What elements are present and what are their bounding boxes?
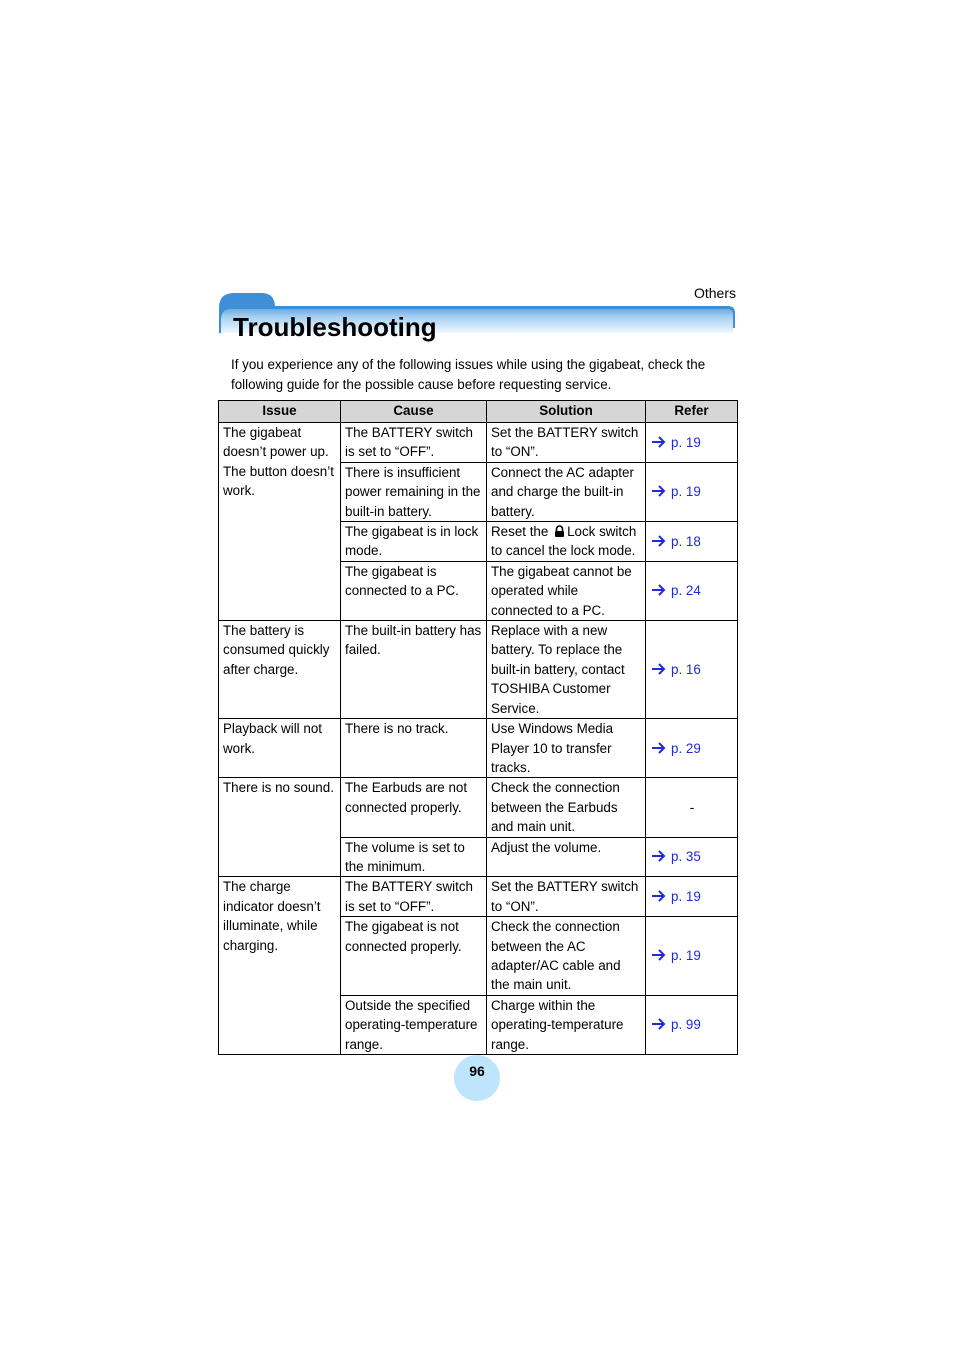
page-link[interactable] [651, 435, 701, 450]
cause-cell: The gigabeat is not connected properly. [341, 917, 487, 996]
arrow-right-icon [651, 850, 667, 862]
header-solution: Solution [487, 401, 646, 423]
arrow-right-icon [651, 436, 667, 448]
refer-cell [646, 877, 738, 917]
solution-cell: Check the connection between the Earbuds and main unit. [487, 778, 646, 837]
arrow-right-icon [651, 890, 667, 902]
lock-icon [554, 525, 565, 537]
solution-cell: Use Windows Media Player 10 to transfer tracks. [487, 719, 646, 778]
cause-cell: Outside the specified operating-temperature range. [341, 995, 487, 1054]
refer-cell [646, 995, 738, 1054]
page-link[interactable] [651, 741, 701, 756]
refer-cell [646, 462, 738, 521]
cause-cell: There is insufficient power remaining in the built-in battery. [341, 462, 487, 521]
arrow-right-icon [651, 949, 667, 961]
refer-cell [646, 423, 738, 463]
arrow-right-icon [651, 742, 667, 754]
solution-cell: Set the BATTERY switch to “ON”. [487, 877, 646, 917]
arrow-right-icon [651, 485, 667, 497]
refer-cell [646, 561, 738, 620]
refer-cell [646, 837, 738, 877]
solution-cell [487, 522, 646, 562]
solution-text-pre: Reset the [491, 524, 549, 540]
page-title: Troubleshooting [233, 312, 437, 342]
solution-cell: Set the BATTERY switch to “ON”. [487, 423, 646, 463]
cause-cell: The Earbuds are not connected properly. [341, 778, 487, 837]
header-refer: Refer [646, 401, 738, 423]
issue-cell: The gigabeat doesn’t power up. The button doesn’t work. [219, 423, 341, 621]
header-issue: Issue [219, 401, 341, 423]
cause-cell: The BATTERY switch is set to “OFF”. [341, 423, 487, 463]
table-row [219, 877, 738, 917]
issue-cell: Playback will not work. [219, 719, 341, 778]
arrow-right-icon [651, 1018, 667, 1030]
refer-cell [646, 522, 738, 562]
page-reference: p. 35 [671, 849, 701, 865]
cause-cell: There is no track. [341, 719, 487, 778]
page-link[interactable] [651, 534, 701, 549]
cause-cell: The BATTERY switch is set to “OFF”. [341, 877, 487, 917]
solution-cell: Replace with a new battery. To replace the built-in battery, contact TOSHIBA Customer Service. [487, 621, 646, 719]
page-reference: p. 19 [671, 434, 701, 450]
solution-cell: Charge within the operating-temperature range. [487, 995, 646, 1054]
solution-cell: Connect the AC adapter and charge the built-in battery. [487, 462, 646, 521]
header-cause: Cause [341, 401, 487, 423]
cause-cell: The gigabeat is connected to a PC. [341, 561, 487, 620]
page-link[interactable] [651, 583, 701, 598]
refer-cell [646, 621, 738, 719]
table-row [219, 621, 738, 719]
section-label: Others [693, 285, 736, 301]
cause-cell: The gigabeat is in lock mode. [341, 522, 487, 562]
issue-cell: The battery is consumed quickly after charge. [219, 621, 341, 719]
issue-cell: There is no sound. [219, 778, 341, 877]
page-link[interactable] [651, 662, 701, 677]
refer-cell: - [646, 778, 738, 837]
page-number-badge: 96 [454, 1055, 500, 1101]
solution-cell: Check the connection between the AC adapter/AC cable and the main unit. [487, 917, 646, 996]
solution-cell: Adjust the volume. [487, 837, 646, 877]
cause-cell: The built-in battery has failed. [341, 621, 487, 719]
page-reference: p. 18 [671, 533, 701, 549]
solution-text-post: Lock switch to cancel the lock mode. [491, 524, 637, 559]
arrow-right-icon [651, 584, 667, 596]
table-row [219, 719, 738, 778]
cause-cell: The volume is set to the minimum. [341, 837, 487, 877]
table-row [219, 778, 738, 837]
page-reference: p. 19 [671, 948, 701, 964]
table-header-row [219, 401, 738, 423]
page-link[interactable] [651, 484, 701, 499]
page-reference: p. 24 [671, 583, 701, 599]
refer-cell [646, 917, 738, 996]
page-reference: p. 19 [671, 889, 701, 905]
refer-cell [646, 719, 738, 778]
arrow-right-icon [651, 663, 667, 675]
page-link[interactable] [651, 948, 701, 963]
arrow-right-icon [651, 535, 667, 547]
page-link[interactable] [651, 889, 701, 904]
troubleshooting-table [218, 400, 738, 1055]
intro-paragraph: If you experience any of the following issues while using the gigabeat, check the following guide for the possible cause before requesting service. [231, 357, 706, 392]
table-row [219, 423, 738, 463]
page-reference: p. 99 [671, 1017, 701, 1033]
page-link[interactable] [651, 1017, 701, 1032]
page-reference: p. 19 [671, 484, 701, 500]
page-reference: p. 16 [671, 661, 701, 677]
solution-cell: The gigabeat cannot be operated while connected to a PC. [487, 561, 646, 620]
page-link[interactable] [651, 849, 701, 864]
issue-cell: The charge indicator doesn’t illuminate, while charging. [219, 877, 341, 1055]
page-reference: p. 29 [671, 740, 701, 756]
